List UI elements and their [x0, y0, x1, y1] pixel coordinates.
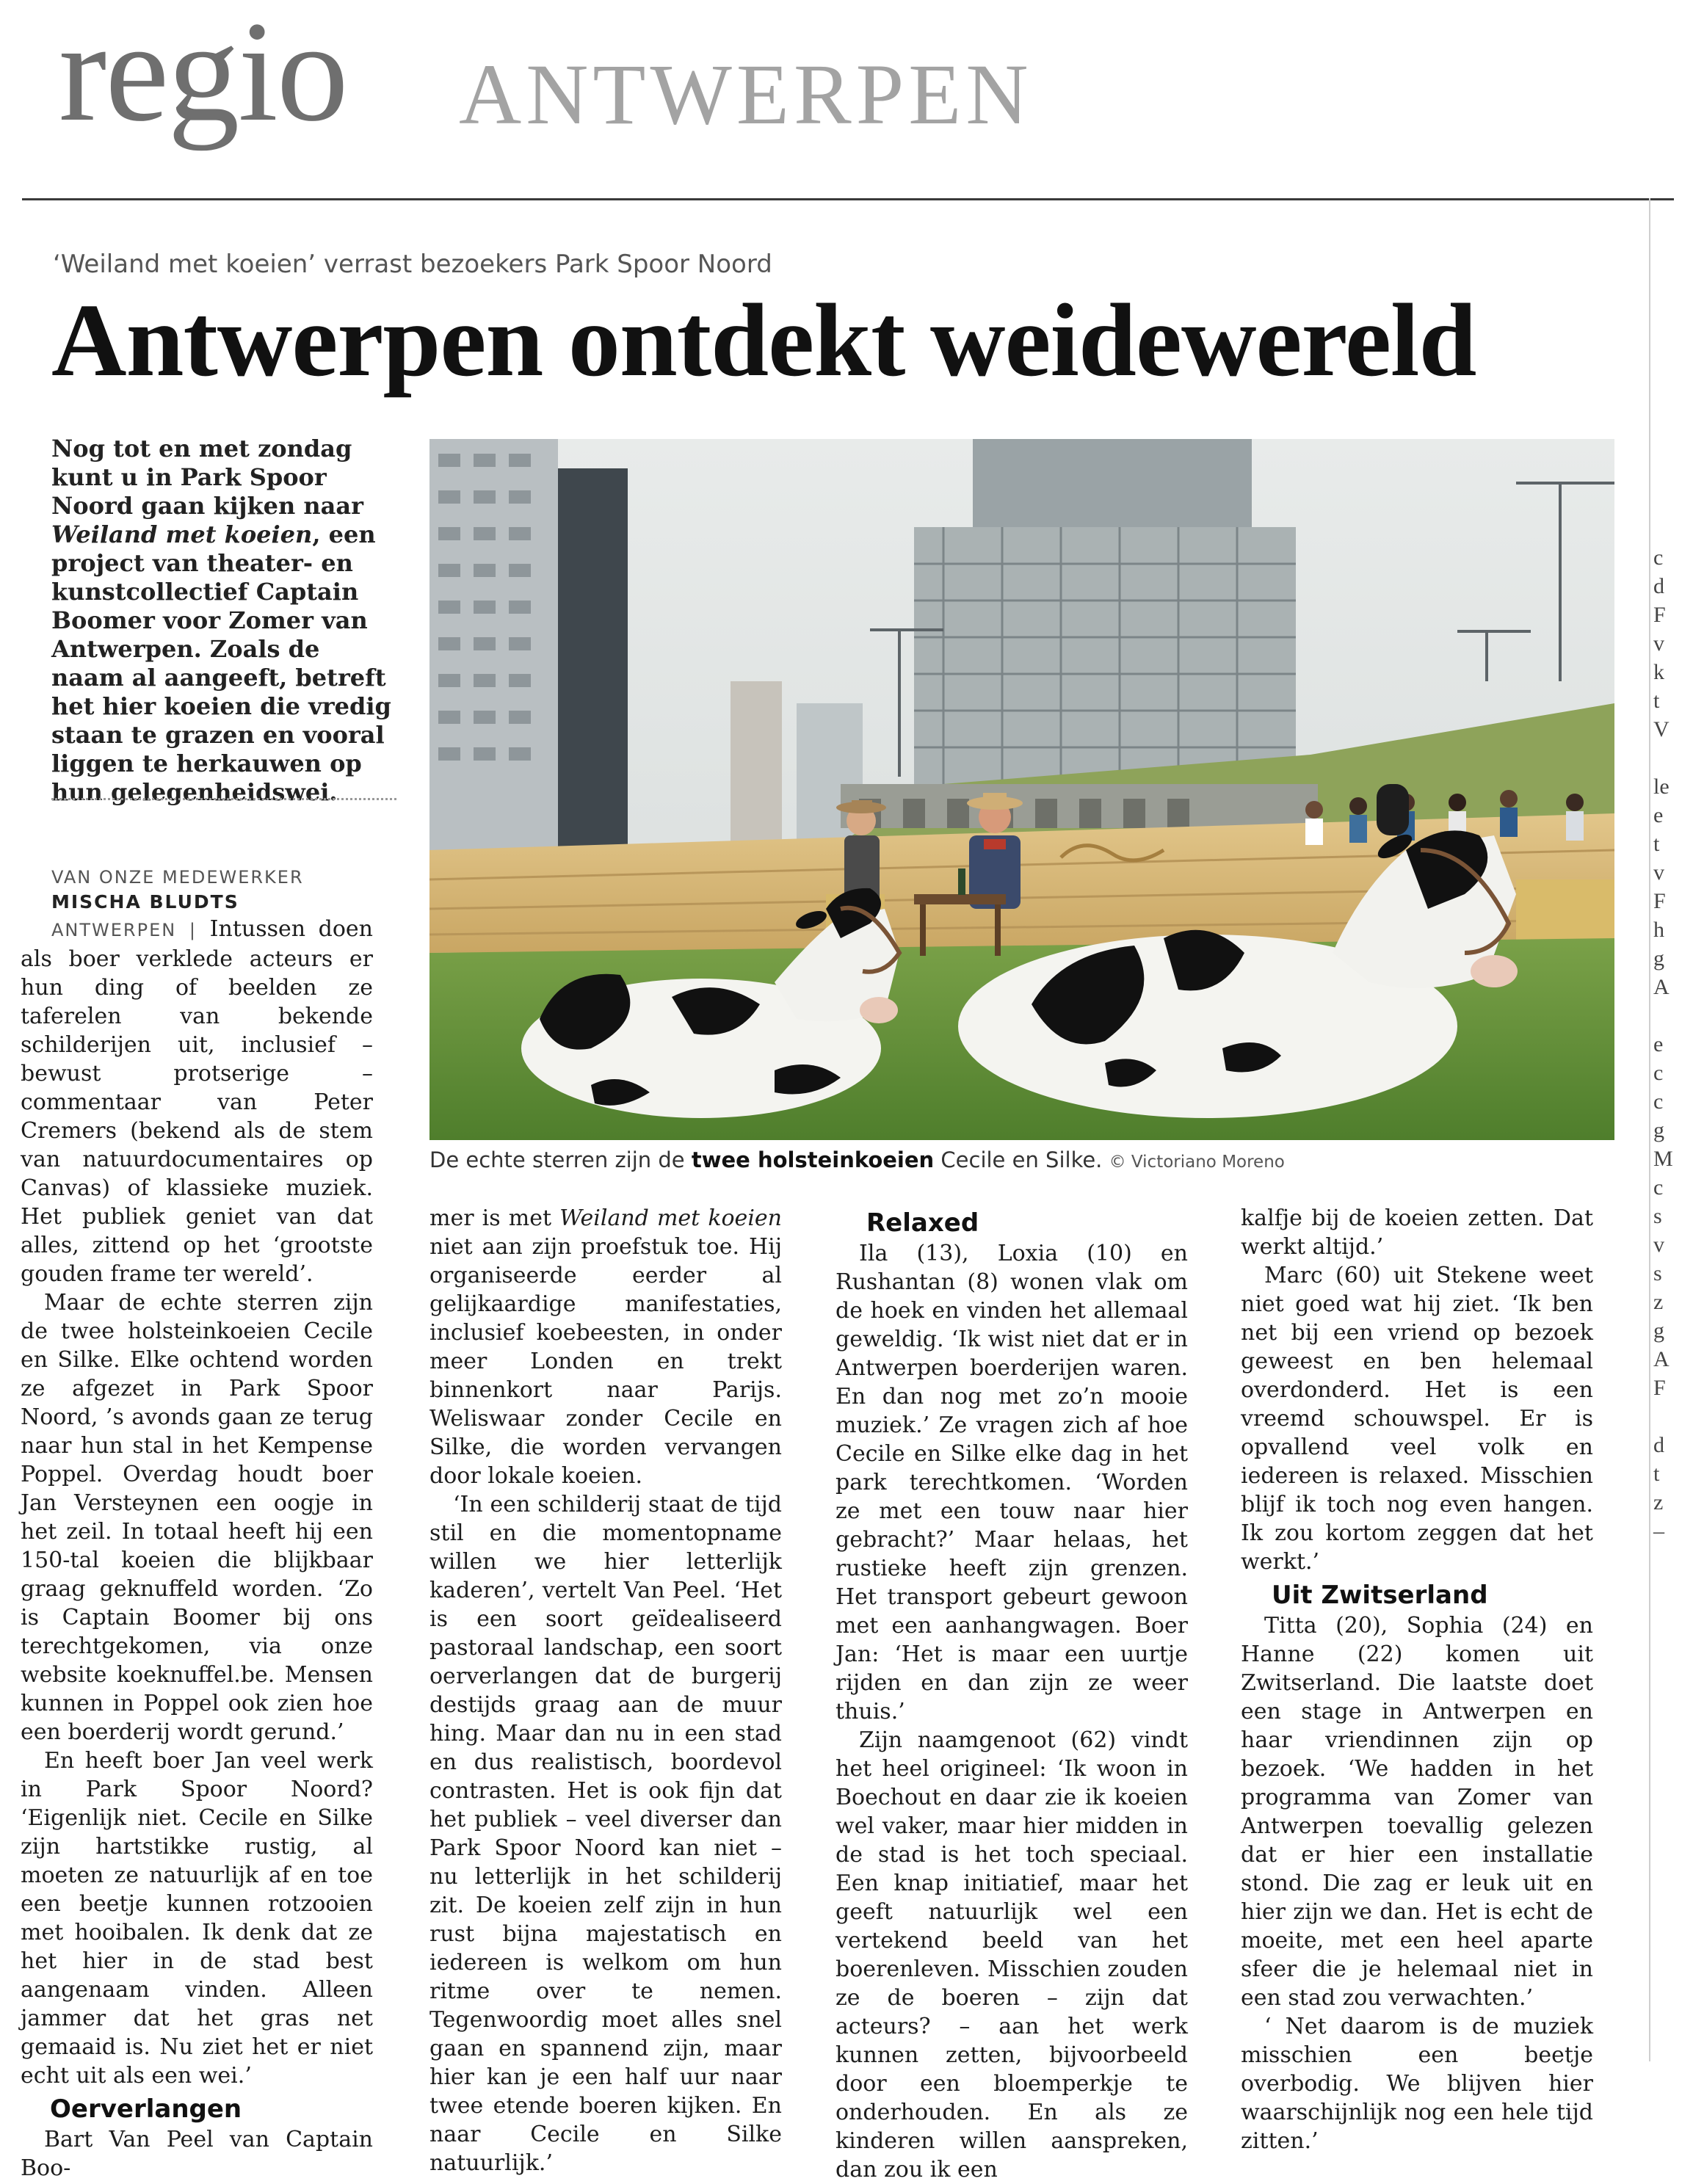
paragraph: Zijn naamgenoot (62) vindt het heel origineel: ‘Ik woon in Boechout en daar zie ik koeien wel vaker, maar hier midden in de stad is het toch speciaal. Een knap initiatief, maar het geeft natuurlijk wel een vertekend beeld van het boerenleven. Misschien zouden ze de boeren – zijn dat acteurs? – aan het werk kunnen zetten, bijvoorbeeld door een bloemperkje te onderhouden. En als ze kinderen willen aanspreken, dan zou ik een — [835, 1727, 1188, 2183]
adjacent-column-fragment: F — [1653, 603, 1666, 627]
adjacent-column-fragment: t — [1653, 689, 1660, 713]
article-kicker: ‘Weiland met koeien’ verrast bezoekers Park Spoor Noord — [53, 250, 772, 279]
paragraph: ‘In een schilderij staat de tijd stil en die momentopname willen we hier letterlijk kaderen’, vertelt Van Peel. ‘Het is een soort geïdealiseerd pastoraal landschap, een soort oerverlangen dat de burgerij destijds graag aan de muur hing. Maar dan nu in een stad en dus realistisch, boordevol contrasten. Het is ook fijn dat het publiek – veel diverser dan Park Spoor Noord kan niet – nu letterlijk in het schilderij zit. De koeien zelf zijn in hun rust bijna majestatisch en iedereen is welkom om hun ritme over te nemen. Tegenwoordig moet alles snel gaan en spannend zijn, maar hier kan je een half uur naar twee etende boeren kijken. En naar Cecile en Silke natuurlijk.’ — [429, 1492, 782, 2176]
adjacent-column-fragment: t — [1653, 1462, 1660, 1486]
paragraph: mer is met — [429, 1205, 560, 1231]
intro-project-title: Weiland met koeien — [51, 520, 313, 548]
byline-author: MISCHA BLUDTS — [51, 891, 239, 913]
photo-caption — [429, 1147, 1614, 1172]
adjacent-column-fragment: v — [1653, 1233, 1664, 1257]
paragraph-continued: niet aan zijn proefstuk toe. Hij organiseerde eerder al gelijkaardige manifestaties, inclusief koebeesten, in onder meer Londen en trekt binnenkort naar Parijs. Weliswaar zonder Cecile en Silke, die worden vervangen door lokale koeien. — [429, 1234, 782, 1489]
article-headline: Antwerpen ontdekt weidewereld — [51, 282, 1476, 398]
adjacent-column-fragment: le — [1653, 774, 1670, 799]
paragraph: Intussen doen als boer verklede acteurs er hun ding of beelden ze taferelen van bekende schilderijen uit, inclusief – bewust protserige – commentaar van Peter Cremers (bekend als de stem van natuurdocumentaires op Canvas) of klassieke muziek. Het publiek geniet van dat alles, zittend op het ‘grootste gouden frame ter wereld’. — [21, 916, 374, 1287]
intro-divider — [51, 798, 396, 800]
project-title: Weiland met koeien — [559, 1205, 782, 1231]
caption-text-end: Cecile en Silke. — [934, 1147, 1103, 1172]
intro-text-continued: , een project van theater- en kunstcollectief Captain Boomer voor Zomer van Antwerpen. Zoals de naam al aangeeft, betreft het hier koeien die vredig staan te grazen en vooral liggen te herkauwen op hun gelegenheidswei. — [51, 520, 391, 806]
paragraph: Maar de echte sterren zijn de twee holsteinkoeien Cecile en Silke. Elke ochtend worden ze afgezet in Park Spoor Noord, ’s avonds gaan ze terug naar hun stal in het Kempense Poppel. Overdag houdt boer Jan Versteynen een oogje in het zeil. In totaal heeft hij een 150-tal koeien die blijkbaar graag geknuffeld worden. ‘Zo is Captain Boomer bij ons terechtgekomen, via onze website koeknuffel.be. Mensen kunnen in Poppel ook zien hoe een boerderij wordt gerund.’ — [21, 1290, 373, 1745]
adjacent-column-fragment: h — [1653, 918, 1664, 942]
adjacent-column-fragment: c — [1653, 1061, 1664, 1085]
adjacent-column-fragment: c — [1653, 545, 1664, 570]
adjacent-column-fragment: V — [1653, 717, 1670, 741]
masthead-section: regio — [59, 0, 347, 151]
adjacent-column-fragment: g — [1653, 1118, 1664, 1142]
paragraph: Titta (20), Sophia (24) en Hanne (22) komen uit Zwitserland. Die laatste doet een stage in Antwerpen en haar vriendinnen zijn op bezoek. ‘We hadden in het programma van Zomer van Antwerpen toevallig gelezen dat er hier een installatie stond. Die zag er leuk uit en hier zijn we dan. Het is echt de moeite, met een heel aparte sfeer die je helemaal niet in een stad zou verwachten.’ — [1241, 1613, 1593, 2011]
subheading: Uit Zwitserland — [1272, 1581, 1488, 1610]
article-column-3 — [835, 1204, 1188, 2184]
adjacent-column-fragment: A — [1653, 1347, 1670, 1371]
adjacent-column-fragment: c — [1653, 1089, 1664, 1114]
adjacent-column-fragment: c — [1653, 1175, 1664, 1200]
adjacent-column-fragment: M — [1653, 1147, 1673, 1171]
subheading: Oerverlangen — [50, 2094, 242, 2124]
paragraph: Marc (60) uit Stekene weet niet goed wat hij ziet. ‘Ik ben net bij een vriend op bezoek geweest en ben helemaal overdonderd. Het is een vreemd schouwspel. Er is opvallend veel volk en iedereen is relaxed. Misschien blijf ik toch nog even hangen. Ik zou kortom zeggen dat het werkt.’ — [1241, 1263, 1593, 1575]
paragraph: En heeft boer Jan veel werk in Park Spoor Noord? ‘Eigenlijk niet. Cecile en Silke zijn hartstikke rustig, al moeten ze natuurlijk af en toe een beetje kunnen rotzooien met hooibalen. Ik denk dat ze het hier in de stad best aangenaam vinden. Alleen jammer dat het gras net gemaaid is. Nu ziet het er niet echt uit als een wei.’ — [21, 1748, 373, 2089]
masthead-city: ANTWERPEN — [459, 46, 1033, 142]
adjacent-column-fragment: F — [1653, 889, 1666, 913]
adjacent-column-fragment: d — [1653, 1433, 1664, 1457]
adjacent-column-fragment: z — [1653, 1490, 1664, 1514]
paragraph: Ila (13), Loxia (10) en Rushantan (8) wonen vlak om de hoek en vinden het allemaal geweldig. ‘Ik wist niet dat er in Antwerpen boerderijen waren. En dan nog met zo’n mooie muziek.’ Ze vragen zich af hoe Cecile en Silke elke dag in het park terechtkomen. ‘Worden ze met een touw naar hier gebracht?’ Maar helaas, het rustieke heeft zijn grenzen. Het transport gebeurt gewoon met een aanhangwagen. Boer Jan: ‘Het is maar een uurtje rijden en dan zijn ze weer thuis.’ — [835, 1241, 1188, 1724]
adjacent-column-fragment: g — [1653, 946, 1664, 971]
adjacent-column-fragment: s — [1653, 1204, 1662, 1228]
adjacent-column-fragment: d — [1653, 574, 1664, 598]
masthead-rule — [22, 198, 1674, 200]
adjacent-column-fragment — [1653, 744, 1682, 772]
caption-highlight: twee holsteinkoeien — [691, 1147, 935, 1172]
adjacent-column-fragment: e — [1653, 1032, 1664, 1056]
paragraph: Bart Van Peel van Captain Boo- — [21, 2127, 373, 2181]
cows-photo-illustration — [429, 439, 1614, 1140]
subheading: Relaxed — [866, 1208, 979, 1238]
adjacent-column-fragment — [1653, 1001, 1682, 1030]
adjacent-column-fragment: t — [1653, 832, 1660, 856]
intro-text: Nog tot en met zondag kunt u in Park Spoor Noord gaan kijken naar — [51, 435, 363, 520]
adjacent-article-edge — [1653, 543, 1682, 1545]
photo-credit: © Victoriano Moreno — [1109, 1153, 1285, 1172]
paragraph: kalfje bij de koeien zetten. Dat werkt altijd.’ — [1241, 1205, 1593, 1260]
adjacent-column-fragment: e — [1653, 803, 1664, 827]
adjacent-column-fragment: s — [1653, 1261, 1662, 1285]
article-intro — [51, 435, 396, 807]
adjacent-column-fragment: k — [1653, 660, 1664, 684]
adjacent-column-fragment: v — [1653, 860, 1664, 885]
article-column-1 — [21, 865, 373, 2183]
byline — [21, 865, 373, 915]
article-photo — [429, 439, 1614, 1140]
dateline-separator: | — [176, 920, 210, 940]
adjacent-column-fragment: A — [1653, 975, 1670, 999]
adjacent-column-fragment: v — [1653, 631, 1664, 656]
article-column-4 — [1241, 1204, 1593, 2155]
column-divider — [1649, 198, 1650, 2061]
adjacent-column-fragment: F — [1653, 1376, 1666, 1400]
paragraph: ‘ Net daarom is de muziek misschien een beetje overbodig. We blijven hier waarschijnlijk nog een hele tijd zitten.’ — [1241, 2014, 1593, 2154]
dateline: ANTWERPEN — [51, 920, 177, 940]
byline-label: VAN ONZE MEDEWERKER — [51, 867, 304, 888]
adjacent-column-fragment: z — [1653, 1290, 1664, 1314]
adjacent-column-fragment: – — [1653, 1519, 1664, 1543]
adjacent-column-fragment: g — [1653, 1318, 1664, 1343]
article-column-2 — [429, 1204, 782, 2177]
adjacent-column-fragment — [1653, 1402, 1682, 1431]
caption-text: De echte sterren zijn de — [429, 1147, 692, 1172]
